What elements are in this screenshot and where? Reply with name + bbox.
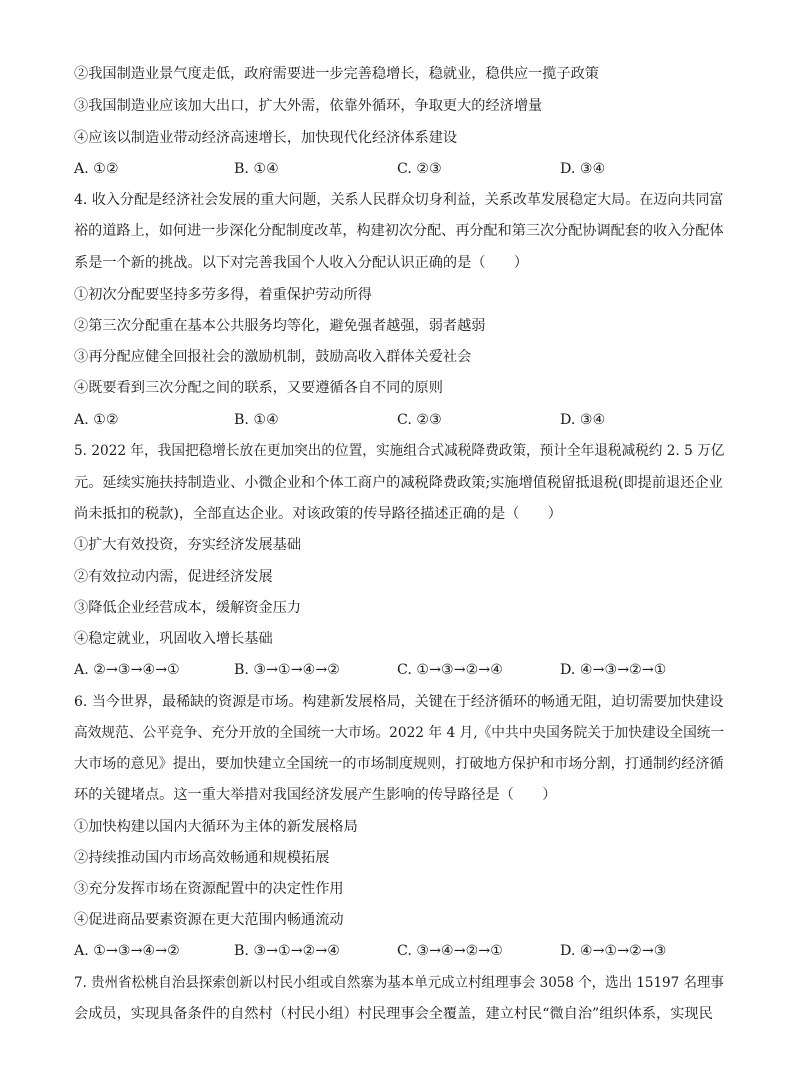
q6-stem-line-2: 高效规范、公平竞争、充分开放的全国统一大市场。2022 年 4 月,《中共中央国务院关于加快建设全国统一: [74, 725, 725, 741]
q4-option-d: D. ③④: [560, 412, 606, 428]
q3-option-c: C. ②③: [397, 161, 442, 177]
q4-stem-line-2: 裕的道路上，如何进一步深化分配制度改革，构建初次分配、再分配和第三次分配协调配套的收入分配体: [74, 223, 724, 239]
q3-option-b: B. ①④: [234, 161, 279, 177]
q4-options: [74, 410, 724, 430]
q6-stem-line-4: 环的关键堵点。这一重大举措对我国经济发展产生影响的传导路径是（ ）: [74, 787, 557, 803]
q6-stem-line-1: 6. 当今世界，最稀缺的资源是市场。构建新发展格局，关键在于经济循环的畅通无阻，迫切需要加快建设: [74, 694, 724, 710]
q3-item-2: ②我国制造业景气度走低，政府需要进一步完善稳增长，稳就业，稳供应一揽子政策: [74, 66, 599, 82]
q5-option-a: A. ②→③→④→①: [74, 662, 180, 678]
q6-options: [74, 941, 724, 961]
q5-item-2: ②有效拉动内需，促进经济发展: [74, 569, 273, 585]
q5-option-b: B. ③→①→④→②: [234, 662, 340, 678]
q6-item-4: ④促进商品要素资源在更大范围内畅通流动: [74, 912, 344, 928]
q6-item-2: ②持续推动国内市场高效畅通和规模拓展: [74, 850, 330, 866]
q4-item-1: ①初次分配要坚持多劳多得，着重保护劳动所得: [74, 287, 372, 303]
q4-option-c: C. ②③: [397, 412, 442, 428]
q3-option-d: D. ③④: [560, 161, 606, 177]
q4-stem-line-1: 4. 收入分配是经济社会发展的重大问题，关系人民群众切身利益，关系改革发展稳定大局。在迈向共同富: [74, 192, 724, 208]
q5-option-d: D. ④→③→②→①: [560, 662, 667, 678]
q5-item-3: ③降低企业经营成本，缓解资金压力: [74, 600, 302, 616]
q5-options: [74, 660, 724, 680]
q5-stem-line-1: 5. 2022 年，我国把稳增长放在更加突出的位置，实施组合式减税降费政策，预计全年退税减税约 2. 5 万亿: [74, 443, 725, 459]
q3-options: [74, 159, 724, 179]
q4-item-3: ③再分配应健全回报社会的激励机制，鼓励高收入群体关爱社会: [74, 349, 472, 365]
q5-item-1: ①扩大有效投资，夯实经济发展基础: [74, 537, 302, 553]
q6-item-1: ①加快构建以国内大循环为主体的新发展格局: [74, 819, 358, 835]
q6-option-b: B. ③→①→②→④: [234, 943, 340, 959]
q3-item-4: ④应该以制造业带动经济高速增长，加快现代化经济体系建设: [74, 130, 458, 146]
q6-stem-line-3: 大市场的意见》提出，要加快建立全国统一的市场制度规则，打破地方保护和市场分割，打通制约经济循: [74, 756, 724, 772]
q4-option-a: A. ①②: [74, 412, 119, 428]
q6-option-d: D. ④→①→②→③: [560, 943, 667, 959]
q7-stem-line-1: 7. 贵州省松桃自治县探索创新以村民小组或自然寨为基本单元成立村组理事会 3058 个，选出 15197 名理事: [74, 975, 724, 991]
q3-option-a: A. ①②: [74, 161, 119, 177]
q4-stem-line-3: 系是一个新的挑战。以下对完善我国个人收入分配认识正确的是（ ）: [74, 255, 529, 271]
q6-option-a: A. ①→③→④→②: [74, 943, 180, 959]
q6-item-3: ③充分发挥市场在资源配置中的决定性作用: [74, 881, 344, 897]
q5-stem-line-2: 元。延续实施扶持制造业、小微企业和个体工商户的减税降费政策;实施增值税留抵退税(即提前退还企业: [74, 475, 723, 491]
q7-stem-line-2: 会成员，实现具备条件的自然村（村民小组）村民理事会全覆盖，建立村民“微自治”组织体系，实现民: [74, 1006, 713, 1022]
q5-option-c: C. ①→③→②→④: [397, 662, 503, 678]
q4-item-4: ④既要看到三次分配之间的联系，又要遵循各自不同的原则: [74, 380, 443, 396]
q6-option-c: C. ③→④→②→①: [397, 943, 503, 959]
q5-stem-line-3: 尚未抵扣的税款)，全部直达企业。对该政策的传导路径描述正确的是（ ）: [74, 506, 562, 522]
q4-option-b: B. ①④: [234, 412, 279, 428]
q5-item-4: ④稳定就业，巩固收入增长基础: [74, 631, 273, 647]
q4-item-2: ②第三次分配重在基本公共服务均等化，避免强者越强，弱者越弱: [74, 318, 486, 334]
q3-item-3: ③我国制造业应该加大出口，扩大外需，依靠外循环，争取更大的经济增量: [74, 98, 543, 114]
